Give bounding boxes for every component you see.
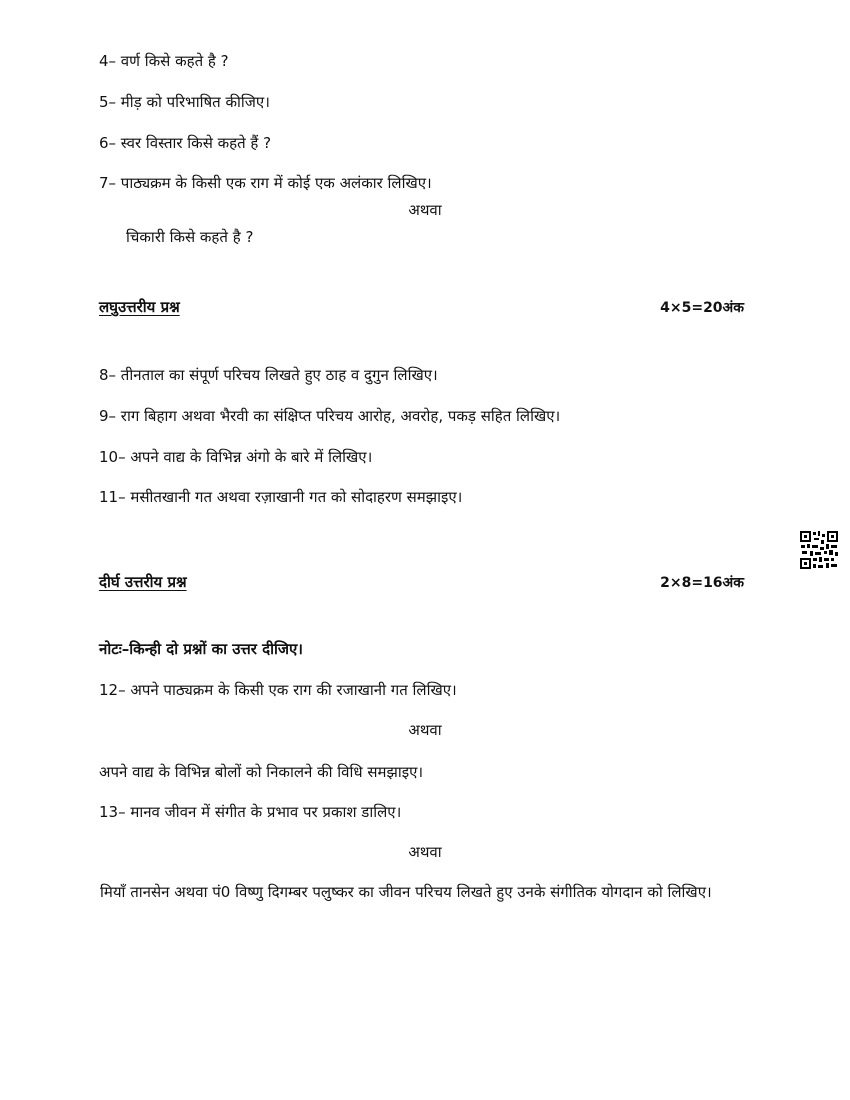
question-5: 5– मीड़ को परिभाषित कीजिए। — [99, 93, 270, 111]
question-8: 8– तीनताल का संपूर्ण परिचय लिखते हुए ठाह व दुगुन लिखिए। — [99, 366, 438, 384]
question-7-alternative: चिकारी किसे कहते है ? — [126, 228, 254, 246]
question-12-or: अथवा — [408, 721, 442, 739]
long-answer-heading: दीर्घ उत्तरीय प्रश्न — [99, 573, 187, 591]
short-answer-heading: लघुउत्तरीय प्रश्न — [99, 298, 180, 316]
question-9: 9– राग बिहाग अथवा भैरवी का संक्षिप्त परिचय आरोह, अवरोह, पकड़ सहित लिखिए। — [99, 407, 561, 425]
question-11: 11– मसीतखानी गत अथवा रज़ाखानी गत को सोदाहरण समझाइए। — [99, 488, 463, 506]
question-13: 13– मानव जीवन में संगीत के प्रभाव पर प्रकाश डालिए। — [99, 803, 402, 821]
question-13-or: अथवा — [408, 843, 442, 861]
question-7: 7– पाठ्यक्रम के किसी एक राग में कोई एक अलंकार लिखिए। — [99, 174, 432, 192]
question-10: 10– अपने वाद्य के विभिन्न अंगो के बारे में लिखिए। — [99, 448, 373, 466]
question-7-or: अथवा — [408, 201, 442, 219]
long-answer-note: नोटः–किन्ही दो प्रश्नों का उत्तर दीजिए। — [99, 640, 303, 658]
qr-code — [799, 530, 839, 570]
question-12: 12– अपने पाठ्यक्रम के किसी एक राग की रजाखानी गत लिखिए। — [99, 681, 457, 699]
question-4: 4– वर्ण किसे कहते है ? — [99, 52, 229, 70]
question-6: 6– स्वर विस्तार किसे कहते हैं ? — [99, 134, 272, 152]
long-answer-marks: 2×8=16अंक — [660, 575, 744, 591]
question-13-alternative: मियाँ तानसेन अथवा पं0 विष्णु दिगम्बर पलुष्कर का जीवन परिचय लिखते हुए उनके संगीतिक योगदान को लिखिए। — [100, 883, 712, 901]
question-12-alternative: अपने वाद्य के विभिन्न बोलों को निकालने की विधि समझाइए। — [99, 763, 424, 781]
short-answer-marks: 4×5=20अंक — [660, 300, 744, 316]
